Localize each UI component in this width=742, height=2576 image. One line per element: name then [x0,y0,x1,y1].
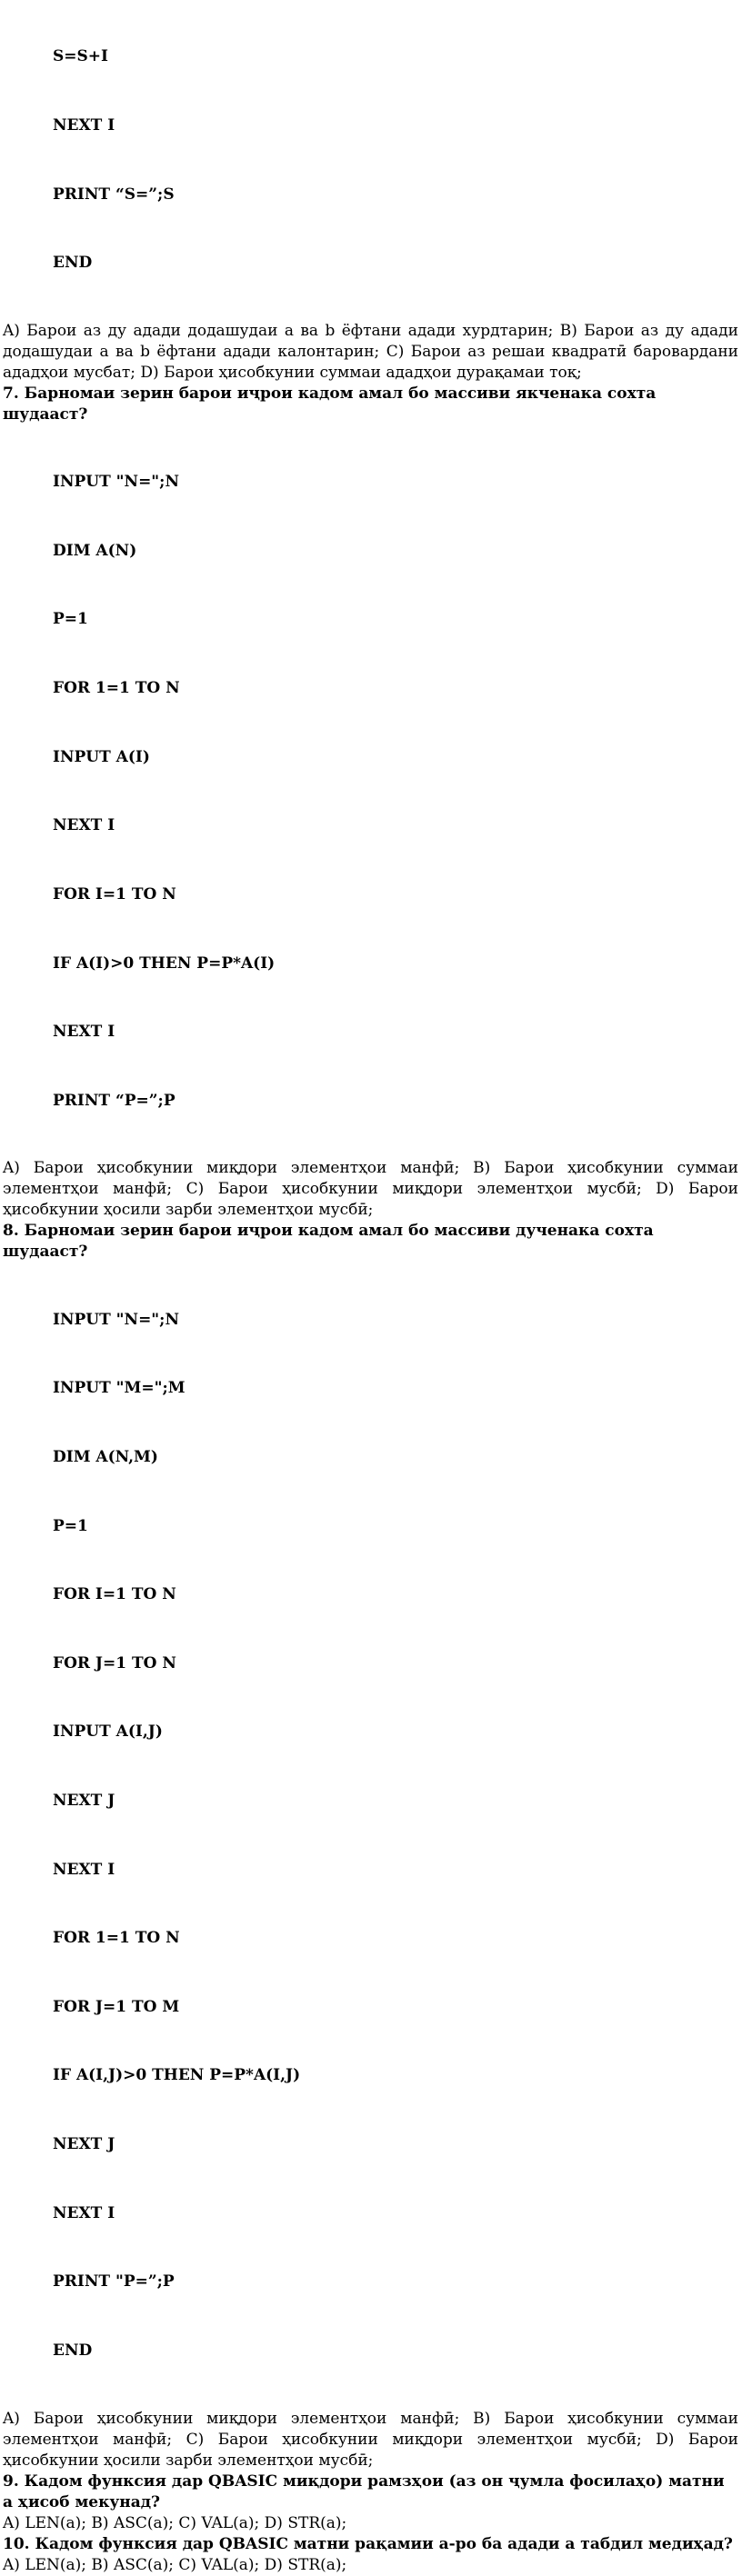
code-line: S=S+I [53,47,108,66]
code-line: NEXT I [53,1860,115,1879]
code-line: NEXT I [53,816,115,835]
q8-code-block [3,1263,738,2408]
code-line: INPUT A(I,J) [53,1722,163,1742]
code-line: NEXT I [53,1023,115,1042]
q9-answers: A) LEN(a); B) ASC(a); C) VAL(a); D) STR(a); [3,2513,347,2532]
code-line: NEXT I [53,116,115,135]
code-line: IF A(I)>0 THEN P=P*A(I) [53,954,276,973]
code-line: P=1 [53,610,88,629]
code-line: FOR J=1 TO M [53,1997,180,2016]
code-line: END [53,2341,93,2360]
code-line: P=1 [53,1516,88,1535]
code-line: PRINT “P=”;P [53,1091,175,1110]
code-line: FOR I=1 TO N [53,884,176,904]
code-line: FOR J=1 TO N [53,1653,176,1672]
code-line: FOR I=1 TO N [53,1585,176,1604]
code-line: DIM A(N,M) [53,1447,158,1466]
code-line: NEXT J [53,2135,115,2154]
q6-answers: A) Барои аз ду адади додашудаи a ва b ёфтани адади хурдтарин; B) Барои аз ду адади додашудаи a ва b ёфтани адади калонтарин; C) Барои аз решаи квадратӣ баровардани ададҳои мусбат; D) Барои ҳисобкунии суммаи ададҳои дурақамаи тоқ; [3,321,738,382]
code-line: INPUT "M=";M [53,1379,186,1398]
code-line: DIM A(N) [53,541,137,560]
code-line: END [53,254,93,273]
code-line: FOR 1=1 TO N [53,1929,180,1948]
q10-question: 10. Кадом функсия дар QBASIC матни рақамии a-ро ба адади a табдил медиҳад? [3,2534,733,2553]
q8-question: 8. Барномаи зерин барои иҷрои кадом амал бо массиви дученака сохта шудааст? [3,1222,654,1262]
q8-answers: A) Барои ҳисобкунии миқдори элементҳои манфӣ; B) Барои ҳисобкунии суммаи элементҳои манфӣ; C) Барои ҳисобкунии миқдори элементҳои мусбӣ; D) Барои ҳисобкунии ҳосили зарби элементҳои мусбӣ; [3,2409,738,2470]
q7-question: 7. Барномаи зерин барои иҷрои кадом амал бо массиви якченака сохта шудааст? [3,384,657,424]
code-line: NEXT I [53,2203,115,2222]
code-line: FOR 1=1 TO N [53,679,180,698]
code-line: PRINT “S=”;S [53,185,175,204]
code-line: INPUT "N=";N [53,473,179,492]
code-line: INPUT "N=";N [53,1310,179,1329]
code-line: INPUT A(I) [53,747,150,766]
code-line: IF A(I,J)>0 THEN P=P*A(I,J) [53,2066,301,2085]
code-line: NEXT J [53,1792,115,1811]
code-line: PRINT "P=”;P [53,2272,175,2291]
q10-answers: A) LEN(a); B) ASC(a); C) VAL(a); D) STR(a); [3,2555,347,2574]
q7-answers: A) Барои ҳисобкунии миқдори элементҳои манфӣ; B) Барои ҳисобкунии суммаи элементҳои манфӣ; C) Барои ҳисобкунии миқдори элементҳои мусбӣ; D) Барои ҳисобкунии ҳосили зарби элементҳои мусбӣ; [3,1159,738,1220]
q9-question: 9. Кадом функсия дар QBASIC миқдори рамзҳои (аз он ҷумла фосилаҳо) матни a ҳисоб мекунад? [3,2471,725,2511]
intro-code-block [3,0,738,321]
q7-code-block [3,425,738,1159]
